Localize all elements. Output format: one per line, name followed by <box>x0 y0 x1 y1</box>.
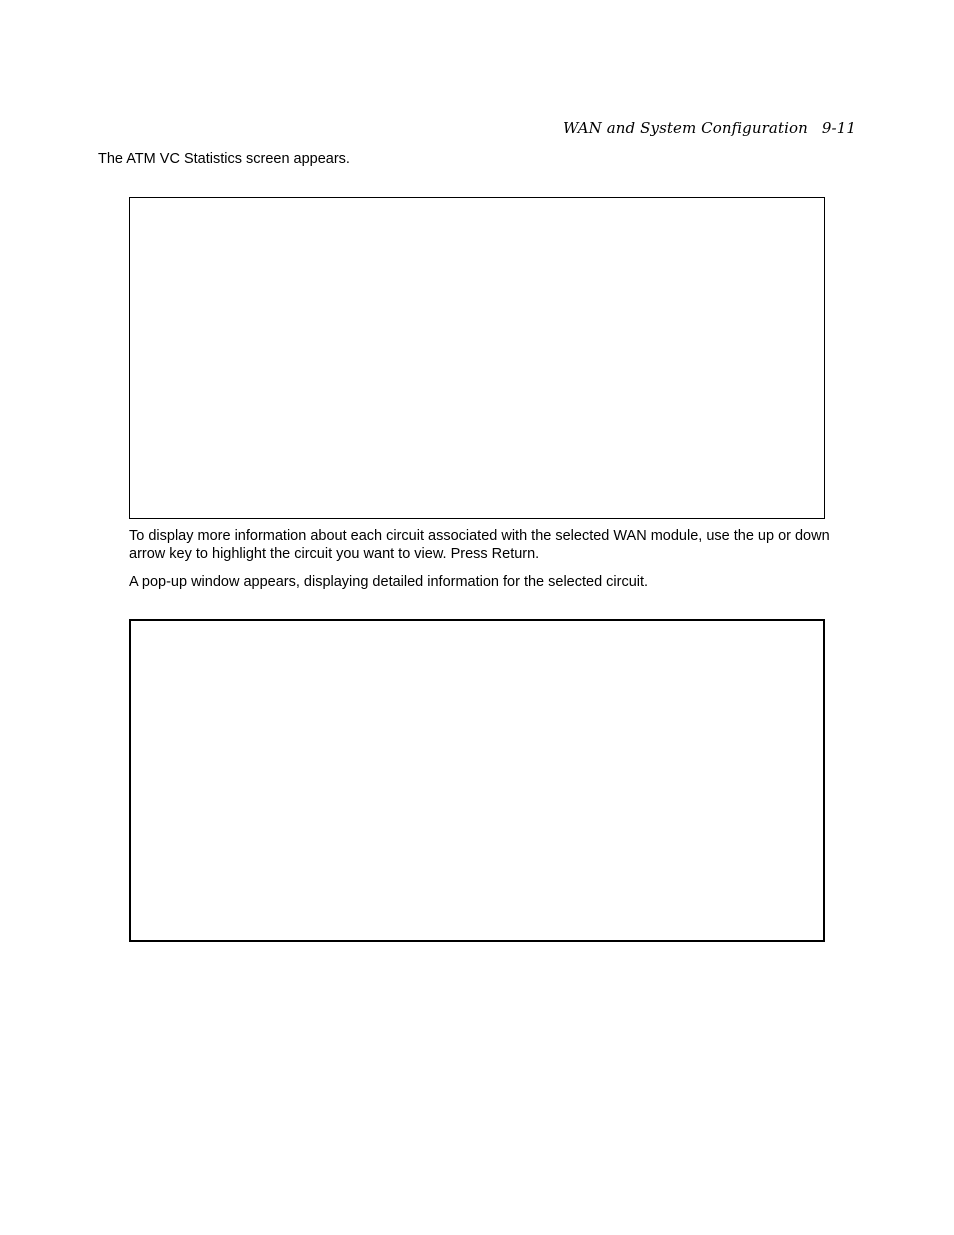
circuit-detail-popup-placeholder <box>129 619 825 942</box>
popup-note-paragraph: A pop-up window appears, displaying detailed information for the selected circuit. <box>129 574 649 590</box>
instruction-paragraph: To display more information about each circuit associated with the selected WAN module, use the up or down arrow key to highlight the circuit you want to view. Press Return. <box>129 528 830 562</box>
atm-vc-statistics-screen-placeholder <box>129 197 825 519</box>
section-title: WAN and System Configuration <box>562 119 808 137</box>
intro-paragraph: The ATM VC Statistics screen appears. <box>98 151 350 167</box>
page-number: 9-11 <box>821 119 856 137</box>
running-header <box>563 119 856 137</box>
